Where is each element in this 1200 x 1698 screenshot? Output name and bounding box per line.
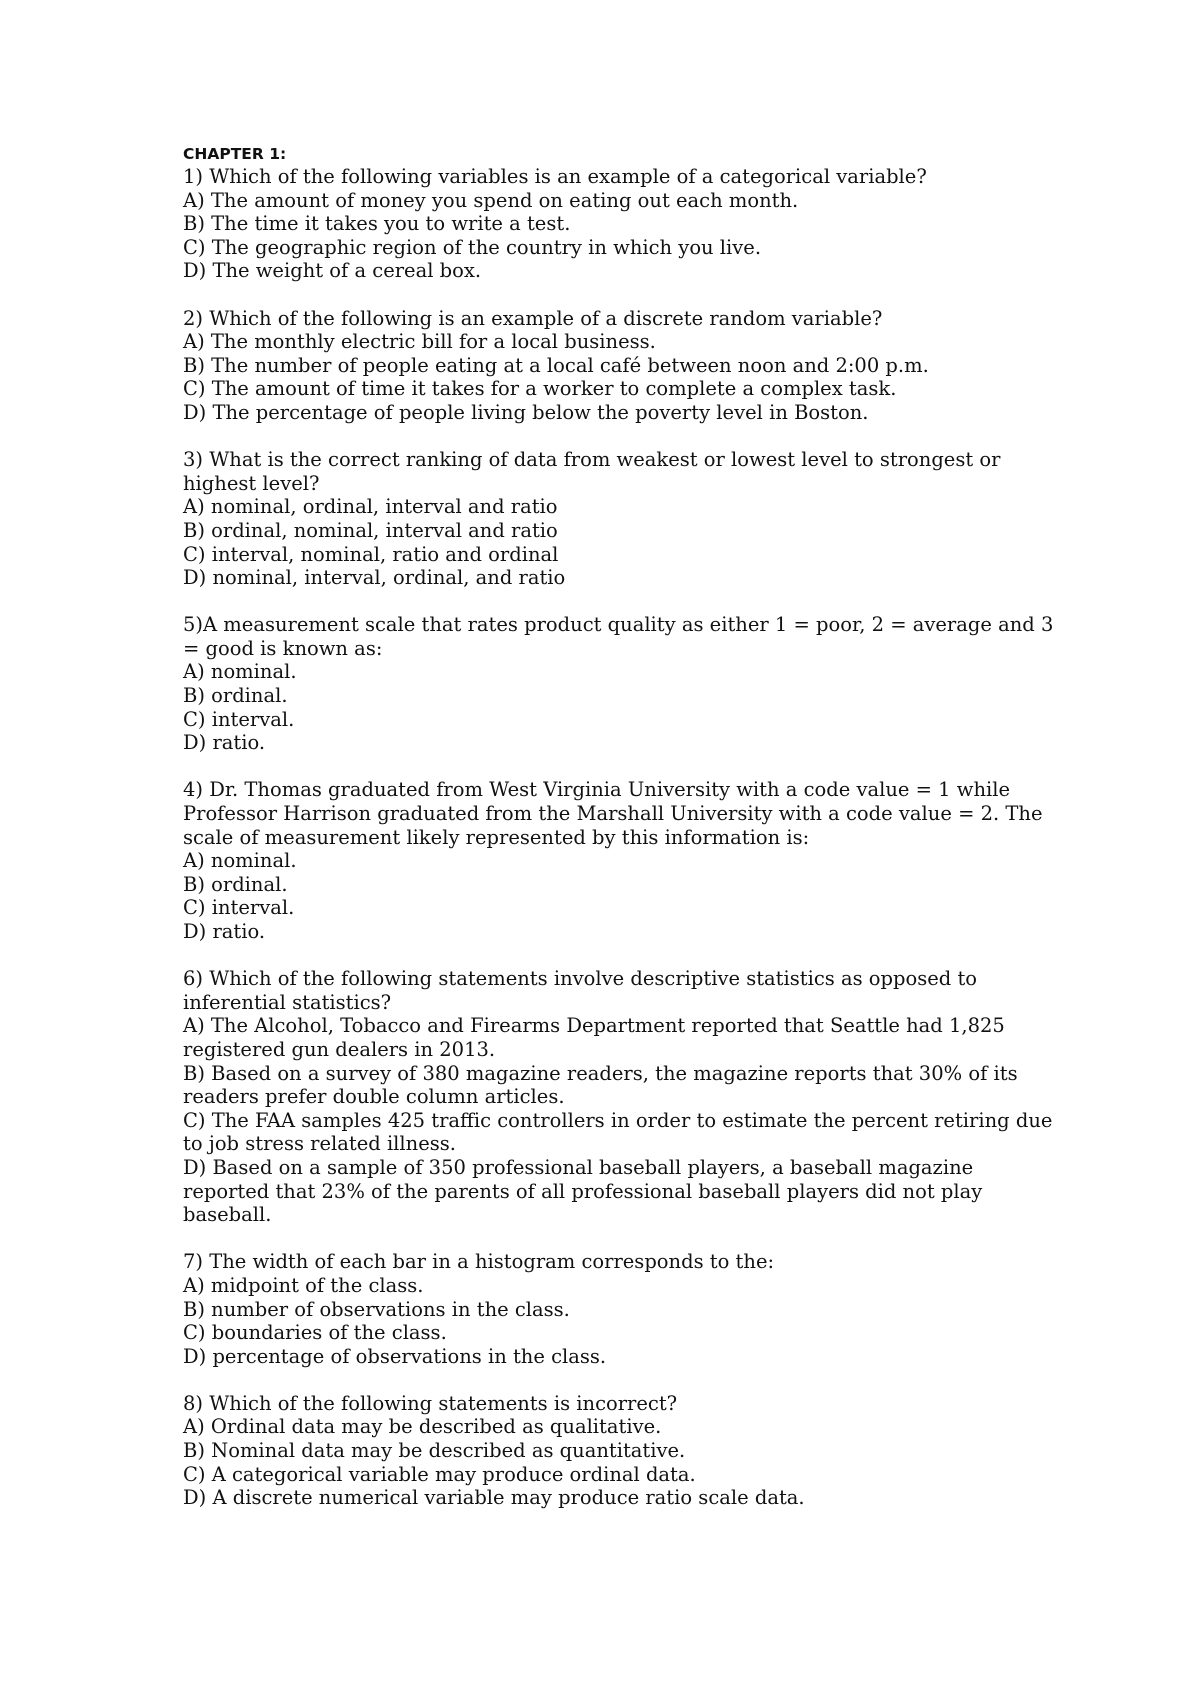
answer-option: D) nominal, interval, ordinal, and ratio — [183, 566, 566, 590]
question-block — [183, 778, 1063, 943]
chapter-title: CHAPTER 1: — [183, 145, 287, 163]
answer-option: A) The amount of money you spend on eating out each month. — [183, 188, 799, 212]
answer-option: B) Nominal data may be described as quantitative. — [183, 1439, 686, 1463]
answer-option: C) The FAA samples 425 traffic controllers in order to estimate the percent retiring due to job stress related illness. — [183, 1108, 1053, 1156]
question-text: 6) Which of the following statements involve descriptive statistics as opposed to inferential statistics? — [183, 967, 978, 1014]
question-text: 8) Which of the following statements is incorrect? — [183, 1391, 678, 1415]
answer-option: C) The geographic region of the country in which you live. — [183, 235, 762, 259]
question-block — [183, 307, 1063, 425]
question-block — [183, 448, 1063, 590]
answer-option: D) ratio. — [183, 731, 266, 755]
answer-option: C) boundaries of the class. — [183, 1321, 447, 1345]
question-text: 5)A measurement scale that rates product quality as either 1 = poor, 2 = average and 3 = good is known as: — [183, 613, 1054, 660]
answer-option: A) Ordinal data may be described as qualitative. — [183, 1415, 662, 1439]
answer-option: B) number of observations in the class. — [183, 1297, 570, 1321]
answer-option: A) nominal. — [183, 660, 297, 684]
question-block — [183, 165, 1063, 283]
answer-option: B) ordinal. — [183, 684, 288, 708]
answer-option: D) The weight of a cereal box. — [183, 259, 482, 283]
question-block — [183, 1392, 1063, 1510]
answer-option: A) The monthly electric bill for a local business. — [183, 330, 656, 354]
answer-option: C) interval. — [183, 896, 295, 920]
answer-option: D) A discrete numerical variable may produce ratio scale data. — [183, 1486, 805, 1510]
answer-option: B) The number of people eating at a local café between noon and 2:00 p.m. — [183, 353, 929, 377]
document-page — [183, 143, 1063, 1533]
answer-option: D) Based on a sample of 350 professional baseball players, a baseball magazine reported that 23% of the parents of all professional baseball players did not play baseball. — [183, 1155, 983, 1227]
answer-option: D) ratio. — [183, 920, 266, 943]
question-block — [183, 1250, 1063, 1368]
answer-option: C) interval, nominal, ratio and ordinal — [183, 542, 559, 566]
answer-option: A) The Alcohol, Tobacco and Firearms Department reported that Seattle had 1,825 registered gun dealers in 2013. — [183, 1014, 1005, 1061]
answer-option: D) percentage of observations in the class. — [183, 1344, 607, 1368]
question-text: 2) Which of the following is an example of a discrete random variable? — [183, 306, 883, 330]
answer-option: D) The percentage of people living below the poverty level in Boston. — [183, 400, 869, 424]
answer-option: B) The time it takes you to write a test. — [183, 212, 571, 236]
answer-option: A) nominal. — [183, 849, 297, 873]
answer-option: C) A categorical variable may produce ordinal data. — [183, 1462, 696, 1486]
answer-option: A) midpoint of the class. — [183, 1273, 424, 1297]
question-text: 4) Dr. Thomas graduated from West Virginia University with a code value = 1 while Professor Harrison graduated from the Marshall University with a code value = 2. The scale of measurement likely represented by this information is: — [183, 778, 1043, 849]
answer-option: A) nominal, ordinal, interval and ratio — [183, 495, 558, 519]
question-text: 7) The width of each bar in a histogram corresponds to the: — [183, 1250, 775, 1274]
question-block — [183, 967, 1063, 1227]
answer-option: B) Based on a survey of 380 magazine readers, the magazine reports that 30% of its readers prefer double column articles. — [183, 1061, 1018, 1109]
question-text: 1) Which of the following variables is an example of a categorical variable? — [183, 165, 927, 188]
answer-option: B) ordinal. — [183, 872, 288, 896]
answer-option: C) interval. — [183, 707, 295, 731]
question-block — [183, 613, 1063, 755]
answer-option: C) The amount of time it takes for a worker to complete a complex task. — [183, 377, 897, 401]
answer-option: B) ordinal, nominal, interval and ratio — [183, 518, 558, 542]
question-text: 3) What is the correct ranking of data from weakest or lowest level to strongest or highest level? — [183, 448, 1001, 495]
